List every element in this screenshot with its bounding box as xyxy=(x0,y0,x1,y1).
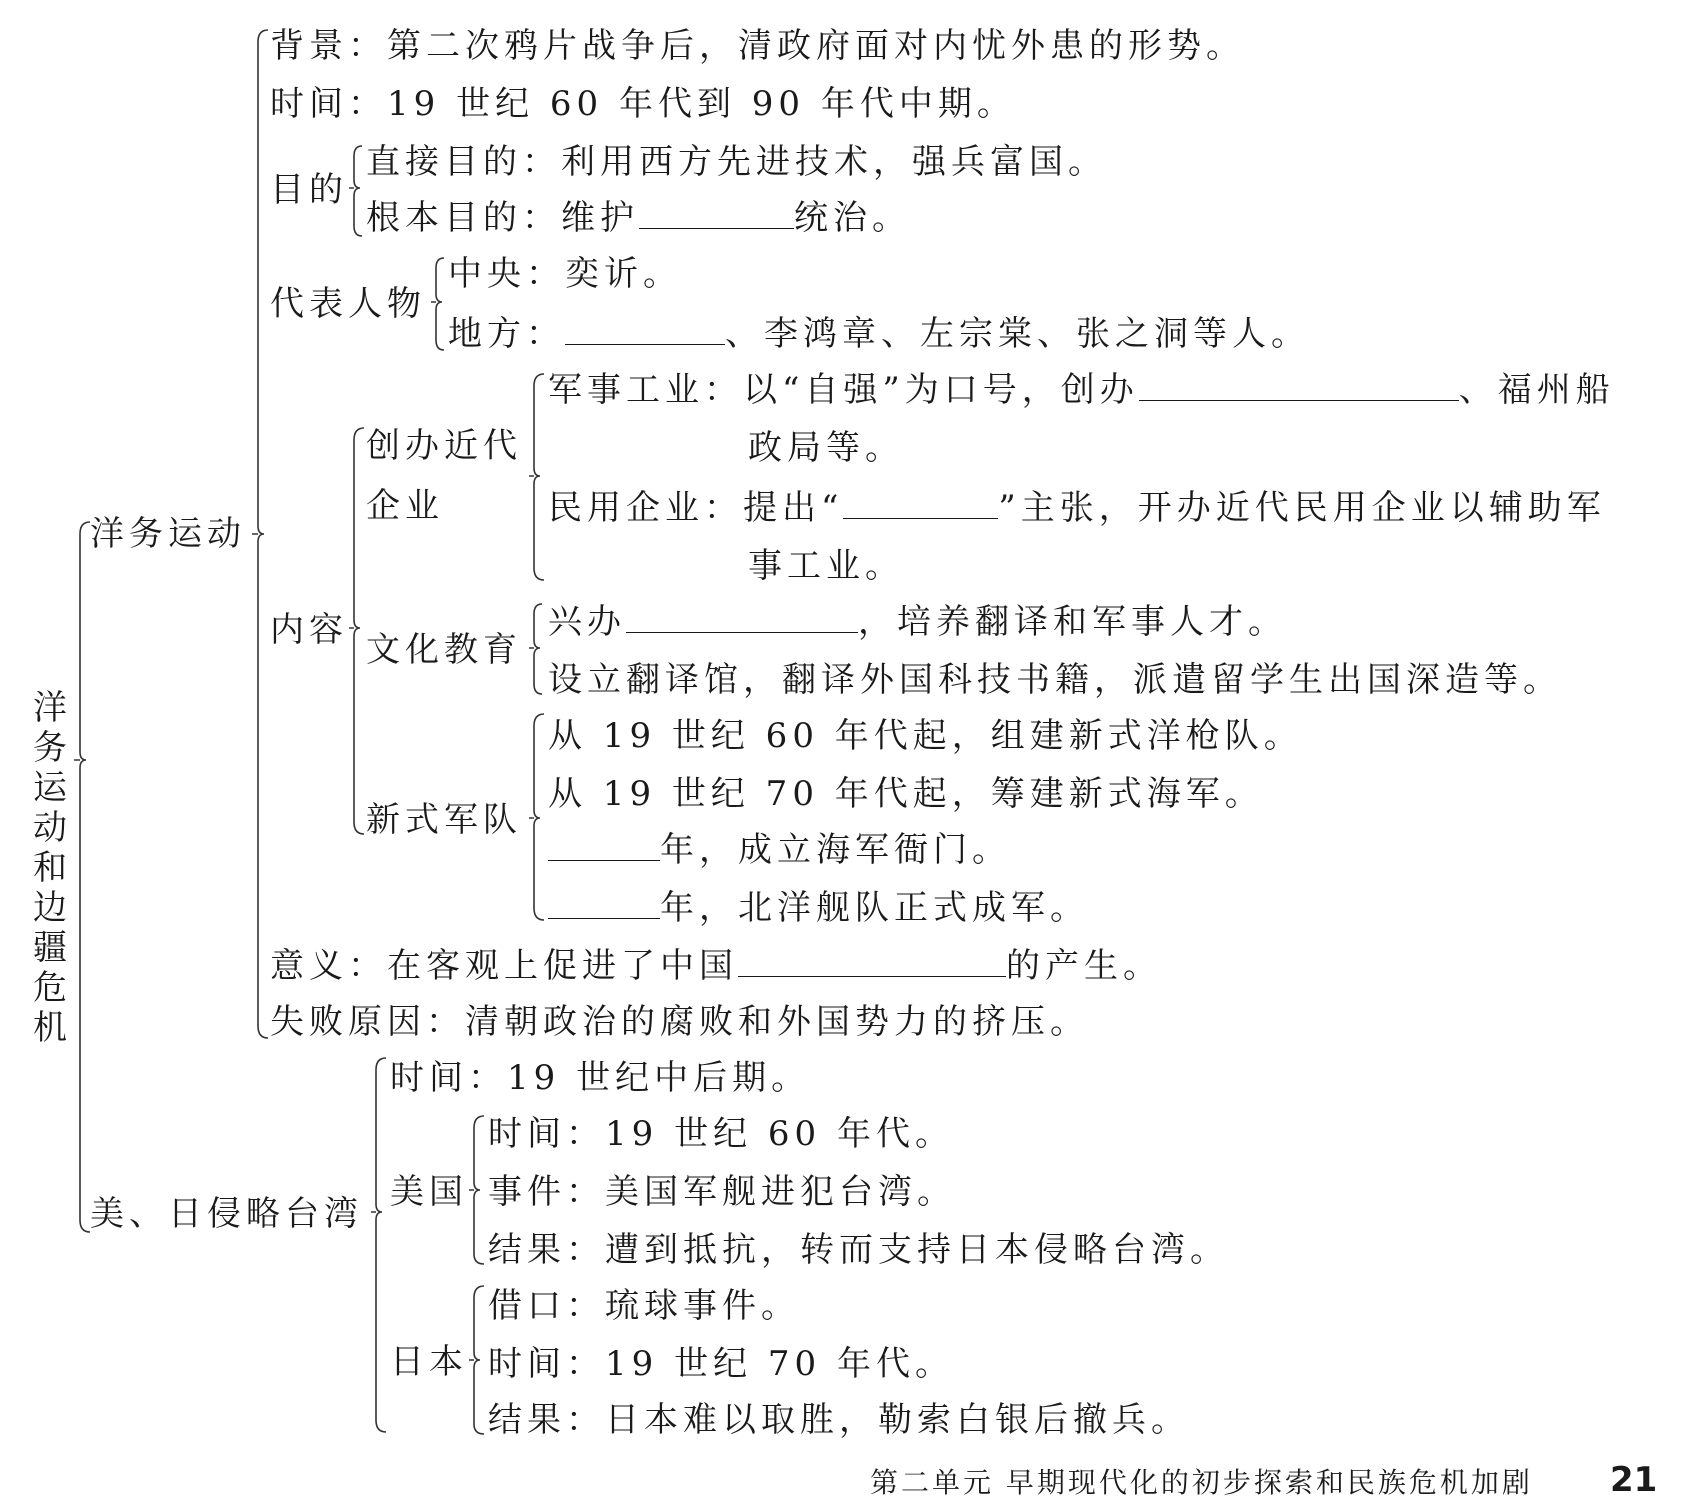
usa-result: 结果：遭到抵抗，转而支持日本侵略台湾。 xyxy=(488,1230,1229,1270)
purpose-root-pre: 根本目的：维护 xyxy=(366,198,639,238)
root-label xyxy=(30,688,70,1048)
bracket-purpose xyxy=(349,146,362,236)
root-char: 运 xyxy=(33,768,67,808)
army-item3-post: 年，成立海军衙门。 xyxy=(660,830,1011,870)
blank-line xyxy=(548,830,660,861)
root-char: 边 xyxy=(33,888,67,928)
yangwu-label: 洋务运动 xyxy=(90,514,246,554)
civil-line2: 事工业。 xyxy=(748,546,904,586)
army-item3 xyxy=(548,830,1011,870)
usa-time: 时间：19 世纪 60 年代。 xyxy=(488,1114,954,1154)
military-pre: 军事工业：以“自强”为口号，创办 xyxy=(548,370,1139,410)
education-item1-post: ，培养翻译和军事人才。 xyxy=(858,602,1287,642)
bracket-army xyxy=(529,714,544,920)
taiwan-time: 时间：19 世纪中后期。 xyxy=(390,1058,811,1098)
significance xyxy=(270,946,1162,986)
army-item1: 从 19 世纪 60 年代起，组建新式洋枪队。 xyxy=(548,716,1303,756)
figures-central: 中央：奕䜣。 xyxy=(448,254,682,294)
japan-excuse: 借口：琉球事件。 xyxy=(488,1286,800,1326)
civil-post: ”主张，开办近代民用企业以辅助军 xyxy=(998,488,1606,528)
civil-industry xyxy=(548,488,1606,528)
bracket-enterprise xyxy=(529,374,544,580)
figures-local xyxy=(448,314,1310,354)
blank-line xyxy=(738,946,1006,977)
purpose-direct: 直接目的：利用西方先进技术，强兵富国。 xyxy=(366,142,1107,182)
content-label: 内容 xyxy=(270,610,348,650)
yangwu-time: 时间：19 世纪 60 年代到 90 年代中期。 xyxy=(270,84,1016,124)
blank-line xyxy=(548,888,660,919)
bracket-japan xyxy=(469,1286,484,1434)
bracket-usa xyxy=(469,1116,484,1264)
purpose-root-post: 统治。 xyxy=(794,198,911,238)
blank-line xyxy=(565,314,725,345)
enterprise-label-2: 企业 xyxy=(366,486,444,526)
usa-label: 美国 xyxy=(390,1172,468,1212)
military-industry xyxy=(548,370,1615,410)
significance-pre: 意义：在客观上促进了中国 xyxy=(270,946,738,986)
root-char: 动 xyxy=(33,808,67,848)
blank-line xyxy=(1139,370,1459,401)
blank-line xyxy=(639,198,794,229)
bracket-content xyxy=(349,428,364,834)
root-char: 务 xyxy=(33,728,67,768)
significance-post: 的产生。 xyxy=(1006,946,1162,986)
yangwu-background: 背景：第二次鸦片战争后，清政府面对内忧外患的形势。 xyxy=(270,26,1245,66)
page-number: 21 xyxy=(1610,1460,1658,1500)
figures-local-pre: 地方： xyxy=(448,314,565,354)
bracket-figures xyxy=(431,258,444,350)
army-item2: 从 19 世纪 70 年代起，筹建新式海军。 xyxy=(548,774,1264,814)
education-item1 xyxy=(548,602,1287,642)
footer-text: 第二单元 早期现代化的初步探索和民族危机加剧 xyxy=(870,1466,1533,1499)
root-char: 洋 xyxy=(33,688,67,728)
enterprise-label-1: 创办近代 xyxy=(366,426,522,466)
root-char: 和 xyxy=(33,848,67,888)
figures-local-post: 、李鸿章、左宗棠、张之洞等人。 xyxy=(725,314,1310,354)
bracket-education xyxy=(529,604,542,694)
figures-label: 代表人物 xyxy=(270,284,426,324)
root-char: 机 xyxy=(33,1008,67,1048)
japan-label: 日本 xyxy=(390,1342,468,1382)
purpose-root xyxy=(366,198,911,238)
army-label: 新式军队 xyxy=(366,800,522,840)
education-label: 文化教育 xyxy=(366,630,522,670)
blank-line xyxy=(626,602,858,633)
purpose-label: 目的 xyxy=(270,170,348,210)
bracket-root xyxy=(74,522,90,1232)
military-line2: 政局等。 xyxy=(748,428,904,468)
usa-event: 事件：美国军舰进犯台湾。 xyxy=(488,1172,956,1212)
bracket-taiwan xyxy=(371,1058,386,1432)
blank-line xyxy=(843,488,998,519)
civil-pre: 民用企业：提出“ xyxy=(548,488,844,528)
taiwan-label: 美、日侵略台湾 xyxy=(90,1194,363,1234)
japan-time: 时间：19 世纪 70 年代。 xyxy=(488,1344,954,1384)
education-item1-pre: 兴办 xyxy=(548,602,626,642)
army-item4-post: 年，北洋舰队正式成军。 xyxy=(660,888,1089,928)
army-item4 xyxy=(548,888,1089,928)
root-char: 危 xyxy=(33,968,67,1008)
education-item2: 设立翻译馆，翻译外国科技书籍，派遣留学生出国深造等。 xyxy=(548,660,1562,700)
root-char: 疆 xyxy=(33,928,67,968)
bracket-yangwu xyxy=(252,30,268,1038)
failure-reason: 失败原因：清朝政治的腐败和外国势力的挤压。 xyxy=(270,1002,1089,1042)
military-post: 、福州船 xyxy=(1458,370,1615,410)
japan-result: 结果：日本难以取胜，勒索白银后撤兵。 xyxy=(488,1400,1190,1440)
